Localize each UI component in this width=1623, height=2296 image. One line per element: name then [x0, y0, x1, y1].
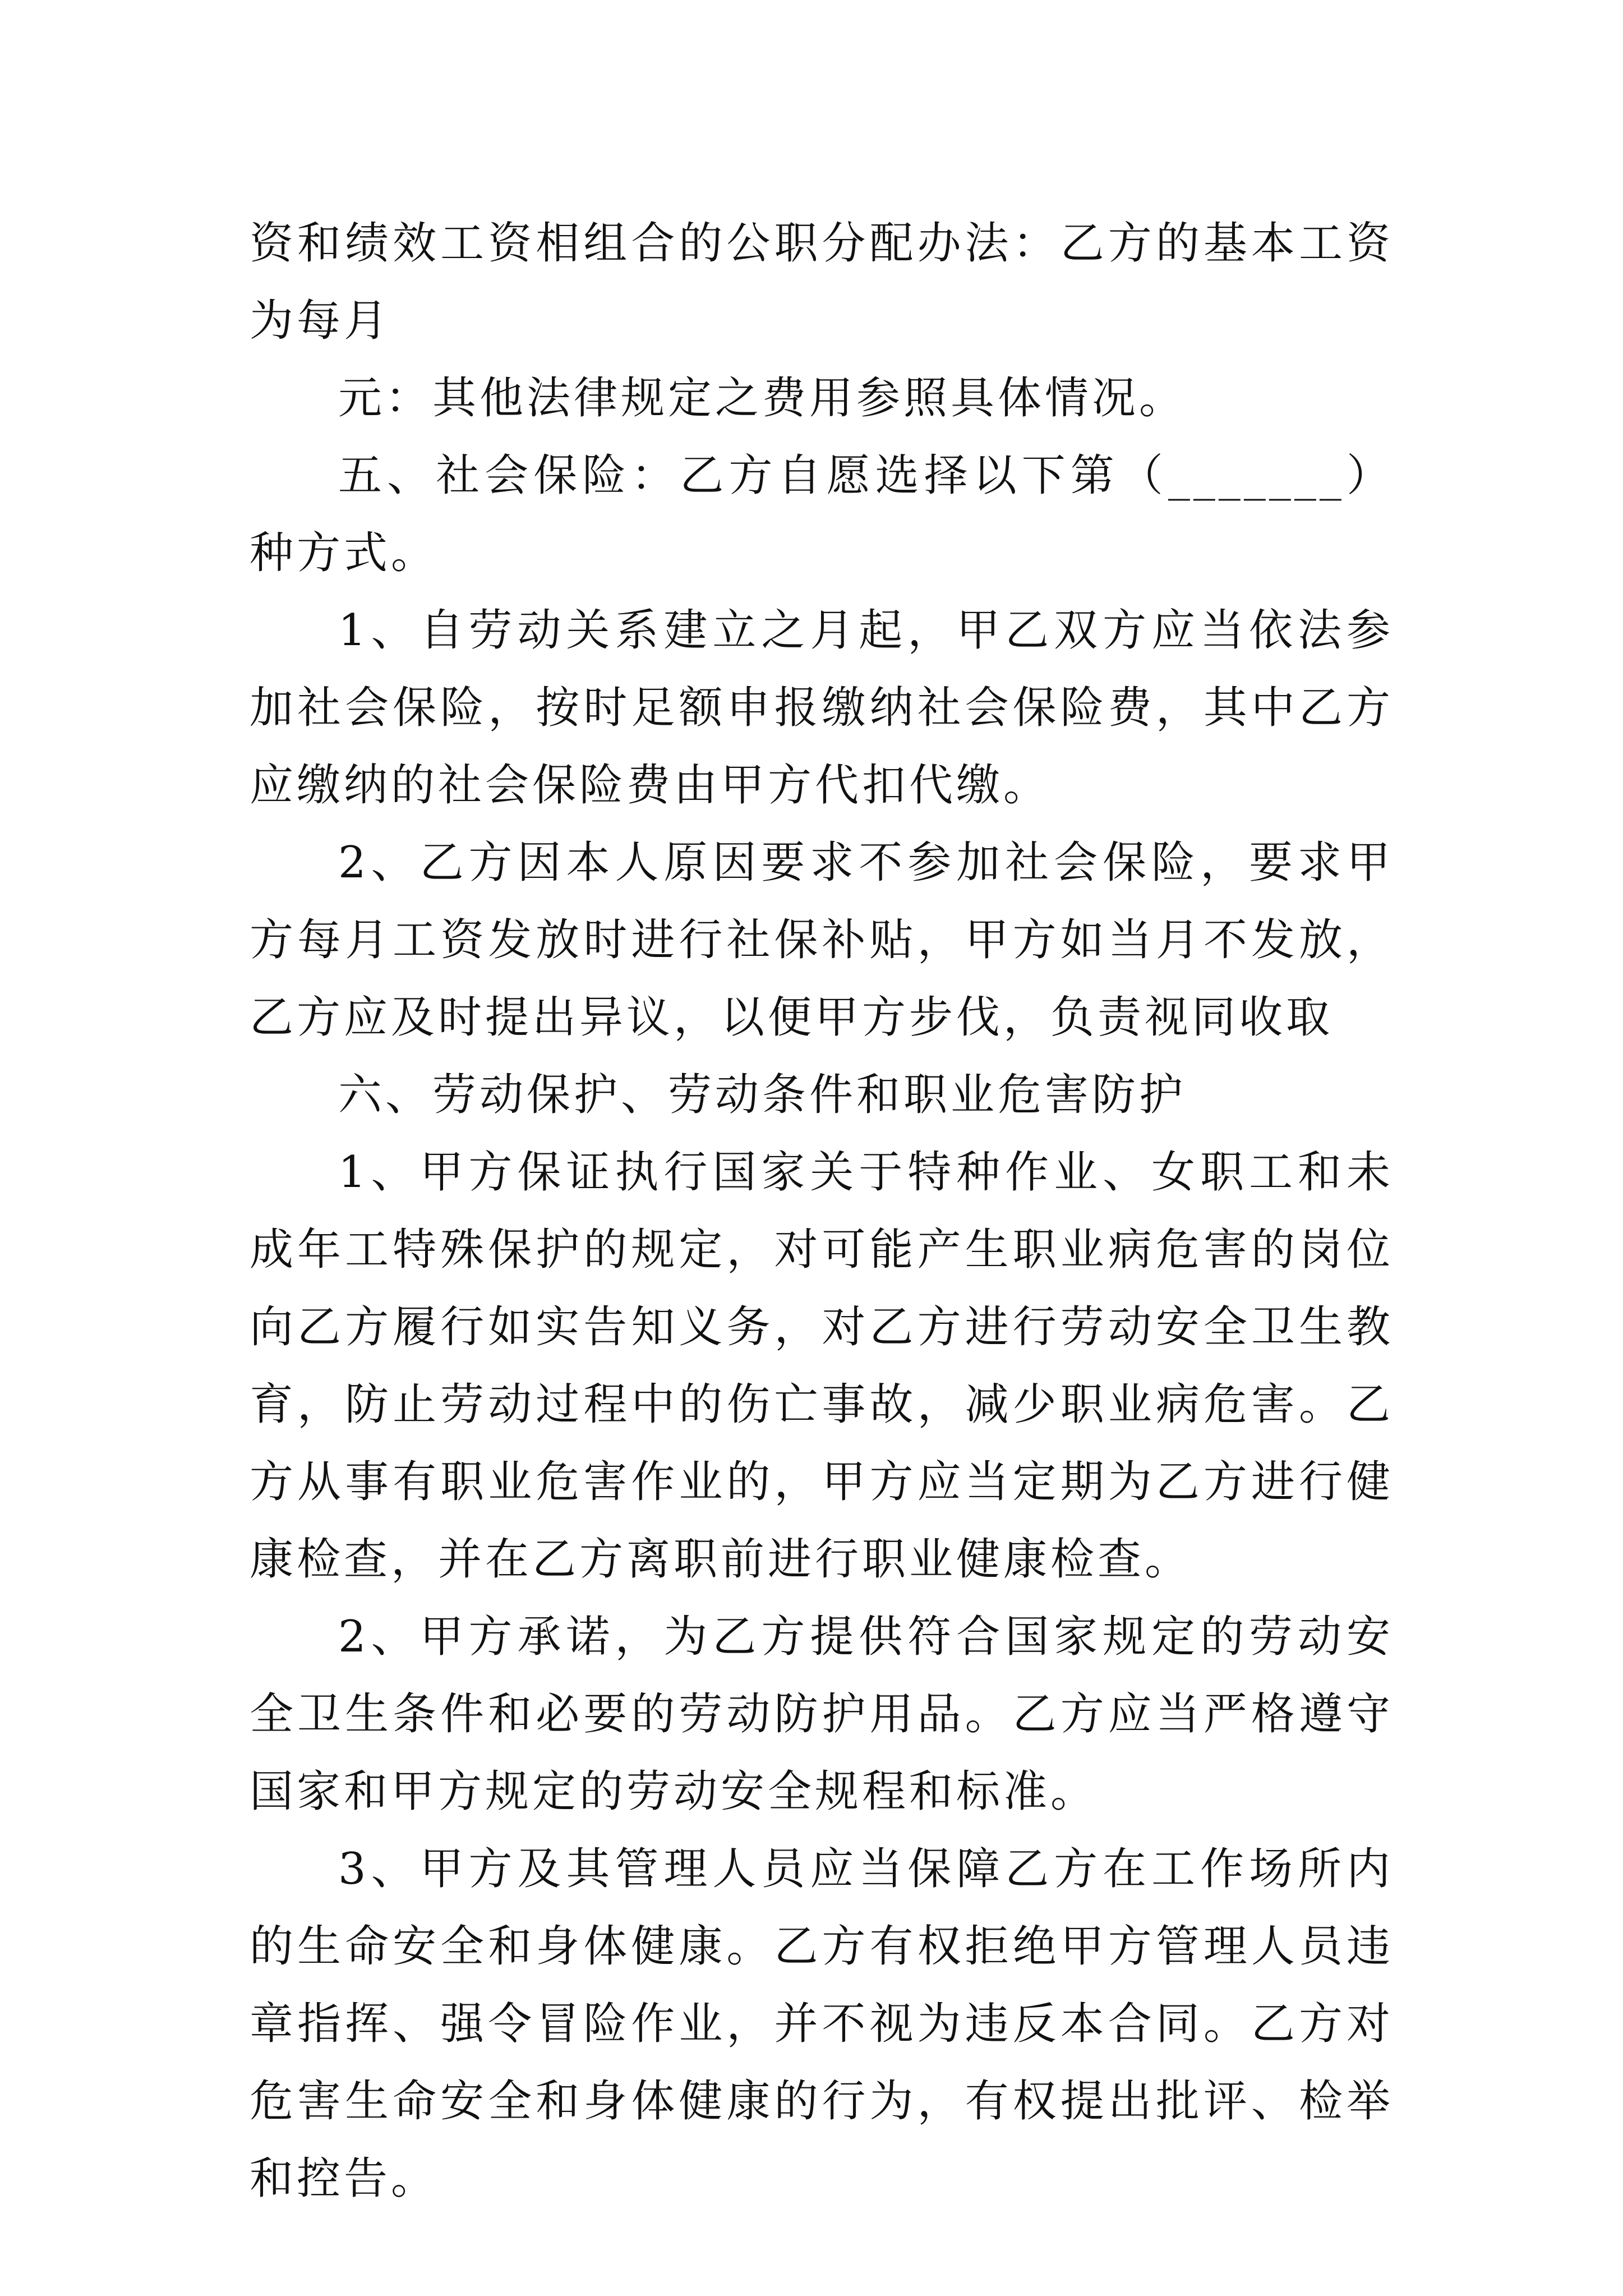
section-heading-labor-protection: 六、劳动保护、劳动条件和职业危害防护 [338, 1070, 1187, 1120]
paragraph-other-fees: 元：其他法律规定之费用参照具体情况。 [338, 373, 1187, 424]
paragraph-protection-item-2: 2、甲方承诺，为乙方提供符合国家规定的劳动安全卫生条件和必要的劳动防护用品。乙方应当严格遵守国家和甲方规定的劳动安全规程和标准。 [250, 1612, 1394, 1817]
paragraph-insurance-item-2: 2、乙方因本人原因要求不参加社会保险，要求甲方每月工资发放时进行社保补贴，甲方如当月不发放，乙方应及时提出异议，以便甲方步伐，负责视同收取 [250, 838, 1394, 1043]
paragraph-insurance-item-1: 1、自劳动关系建立之月起，甲乙双方应当依法参加社会保险，按时足额申报缴纳社会保险费，其中乙方应缴纳的社会保险费由甲方代扣代缴。 [250, 605, 1394, 811]
paragraph-protection-item-1: 1、甲方保证执行国家关于特种作业、女职工和未成年工特殊保护的规定，对可能产生职业病危害的岗位向乙方履行如实告知义务，对乙方进行劳动安全卫生教育，防止劳动过程中的伤亡事故，减少职业病危害。乙方从事有职业危害作业的，甲方应当定期为乙方进行健康检查，并在乙方离职前进行职业健康检查。 [250, 1147, 1394, 1585]
section-heading-social-insurance: 五、社会保险：乙方自愿选择以下第（_______）种方式。 [250, 450, 1394, 578]
paragraph-salary-continued: 资和绩效工资相组合的公职分配办法：乙方的基本工资为每月 [250, 218, 1394, 346]
paragraph-protection-item-3: 3、甲方及其管理人员应当保障乙方在工作场所内的生命安全和身体健康。乙方有权拒绝甲方管理人员违章指挥、强令冒险作业，并不视为违反本合同。乙方对危害生命安全和身体健康的行为，有权提出批评、检举和控告。 [250, 1844, 1394, 2204]
document-body [250, 205, 1394, 2217]
